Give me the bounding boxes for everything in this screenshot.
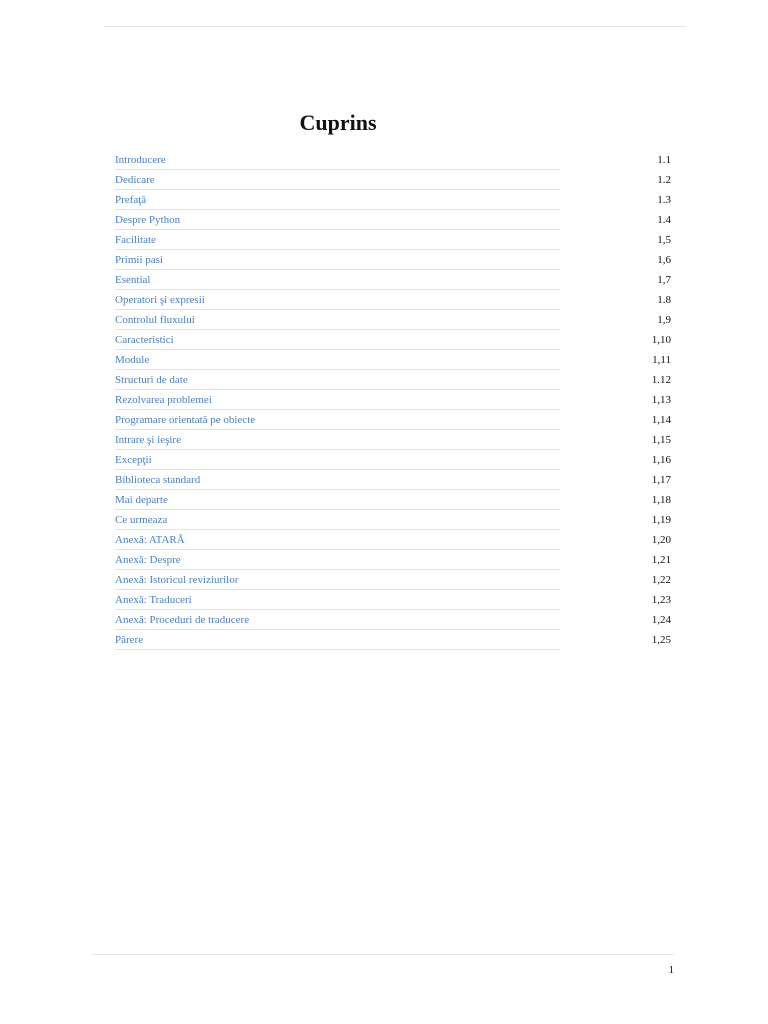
toc-section-number: 1,22 xyxy=(651,574,671,586)
toc-link[interactable]: Module xyxy=(115,354,150,366)
toc-link[interactable]: Anexă: Despre xyxy=(115,554,181,566)
toc-section-number: 1,13 xyxy=(651,394,671,406)
toc-section-number: 1.3 xyxy=(657,194,671,206)
toc-item xyxy=(115,230,671,250)
toc-section-number: 1,10 xyxy=(651,334,671,346)
toc-item xyxy=(115,250,671,270)
page-number: 1 xyxy=(668,964,674,976)
toc-section-number: 1.1 xyxy=(657,154,671,166)
toc-item xyxy=(115,210,671,230)
toc-link[interactable]: Anexă: ATARĂ xyxy=(115,534,185,546)
toc-link[interactable]: Prefaţă xyxy=(115,194,147,206)
toc-link[interactable]: Rezolvarea problemei xyxy=(115,394,212,406)
footer-divider xyxy=(92,954,674,955)
toc-item xyxy=(115,450,671,470)
toc-link[interactable]: Structuri de date xyxy=(115,374,188,386)
toc-item xyxy=(115,630,671,650)
toc-item xyxy=(115,470,671,490)
top-divider xyxy=(104,26,686,27)
toc-item xyxy=(115,590,671,610)
toc-item xyxy=(115,410,671,430)
toc-section-number: 1,21 xyxy=(651,554,671,566)
toc-item xyxy=(115,530,671,550)
toc-section-number: 1,24 xyxy=(651,614,671,626)
toc-item xyxy=(115,150,671,170)
toc-link[interactable]: Mai departe xyxy=(115,494,168,506)
toc-section-number: 1,11 xyxy=(652,354,671,366)
toc-link[interactable]: Controlul fluxului xyxy=(115,314,195,326)
toc-section-number: 1,5 xyxy=(657,234,671,246)
toc-item xyxy=(115,310,671,330)
toc-item xyxy=(115,290,671,310)
toc-section-number: 1.4 xyxy=(657,214,671,226)
toc-section-number: 1,9 xyxy=(657,314,671,326)
toc-section-number: 1,20 xyxy=(651,534,671,546)
toc-item xyxy=(115,390,671,410)
toc-item xyxy=(115,550,671,570)
toc-link[interactable]: Părere xyxy=(115,634,144,646)
toc-link[interactable]: Programare orientată pe obiecte xyxy=(115,414,256,426)
toc-section-number: 1,25 xyxy=(651,634,671,646)
toc-link[interactable]: Anexă: Proceduri de traducere xyxy=(115,614,250,626)
toc-link[interactable]: Facilitate xyxy=(115,234,156,246)
toc-section-number: 1,16 xyxy=(651,454,671,466)
toc-section-number: 1,15 xyxy=(651,434,671,446)
toc-link[interactable]: Biblioteca standard xyxy=(115,474,201,486)
toc-link[interactable]: Esential xyxy=(115,274,151,286)
toc-item xyxy=(115,330,671,350)
toc-section-number: 1,17 xyxy=(651,474,671,486)
toc-link[interactable]: Operatori şi expresii xyxy=(115,294,205,306)
toc-link[interactable]: Dedicare xyxy=(115,174,155,186)
toc-section-number: 1,23 xyxy=(651,594,671,606)
page-title: Cuprins xyxy=(299,110,377,135)
table-of-contents xyxy=(115,150,671,650)
toc-item xyxy=(115,610,671,630)
toc-link[interactable]: Caracteristici xyxy=(115,334,174,346)
toc-section-number: 1,7 xyxy=(657,274,671,286)
toc-item xyxy=(115,510,671,530)
toc-item xyxy=(115,570,671,590)
toc-item xyxy=(115,350,671,370)
toc-link[interactable]: Excepţii xyxy=(115,454,152,466)
toc-section-number: 1,6 xyxy=(657,254,671,266)
toc-item xyxy=(115,490,671,510)
toc-link[interactable]: Despre Python xyxy=(115,214,181,226)
toc-item xyxy=(115,430,671,450)
toc-item xyxy=(115,190,671,210)
toc-link[interactable]: Anexă: Traduceri xyxy=(115,594,192,606)
toc-section-number: 1,14 xyxy=(651,414,671,426)
toc-section-number: 1.2 xyxy=(657,174,671,186)
toc-item xyxy=(115,170,671,190)
toc-link[interactable]: Ce urmeaza xyxy=(115,514,168,526)
toc-section-number: 1.8 xyxy=(657,294,671,306)
toc-link[interactable]: Introducere xyxy=(115,154,166,166)
toc-section-number: 1,19 xyxy=(651,514,671,526)
toc-item xyxy=(115,270,671,290)
toc-section-number: 1,18 xyxy=(651,494,671,506)
toc-link[interactable]: Primii pasi xyxy=(115,254,163,266)
toc-link[interactable]: Intrare şi ieşire xyxy=(115,434,181,446)
toc-section-number: 1.12 xyxy=(651,374,671,386)
toc-item xyxy=(115,370,671,390)
toc-link[interactable]: Anexă: Istoricul reviziurilor xyxy=(115,574,239,586)
